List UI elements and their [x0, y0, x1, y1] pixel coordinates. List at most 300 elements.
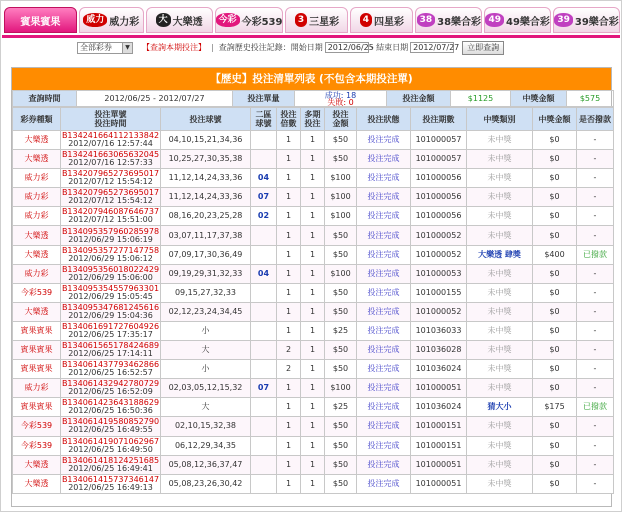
tab-9[interactable] — [553, 7, 620, 33]
payout-status: - — [577, 302, 614, 321]
win-amount: $0 — [533, 341, 577, 360]
order-cell — [61, 398, 161, 417]
bet-multiplier: 1 — [277, 436, 301, 455]
column-header: 投注 倍數 — [277, 108, 301, 131]
tab-2[interactable] — [79, 7, 144, 33]
lottery-logo-icon: 3 — [295, 13, 307, 27]
bet-amount: $50 — [325, 455, 357, 474]
bet-time: 2012/06/25 16:49:41 — [68, 463, 153, 473]
payout-status: - — [577, 360, 614, 379]
bet-multiplier: 1 — [277, 379, 301, 398]
end-date-label: - 結束日期 — [370, 43, 409, 52]
multi-draw: 1 — [301, 169, 325, 188]
bet-multiplier: 1 — [277, 207, 301, 226]
table-row — [13, 398, 614, 417]
lottery-logo-icon: 大 — [156, 13, 171, 27]
draw-number: 101000057 — [411, 150, 467, 169]
bet-time: 2012/06/25 16:49:13 — [68, 482, 153, 492]
order-number[interactable]: B134241663065632045 — [61, 150, 160, 160]
prize-category: 未中獎 — [467, 264, 533, 283]
bet-time: 2012/06/25 16:52:57 — [68, 368, 153, 378]
bet-numbers: 小 — [161, 360, 251, 379]
column-header: 投注期數 — [411, 108, 467, 131]
bet-numbers: 09,19,29,31,32,33 — [161, 264, 251, 283]
bet-numbers: 06,12,29,34,35 — [161, 436, 251, 455]
bet-multiplier: 1 — [277, 283, 301, 302]
bet-status[interactable]: 投注完成 — [357, 283, 411, 302]
table-row — [13, 360, 614, 379]
table-header-row — [13, 108, 614, 131]
tab-label: 今彩539 — [241, 16, 283, 28]
payout-status: - — [577, 283, 614, 302]
bet-time: 2012/07/12 15:54:12 — [68, 177, 153, 187]
period-label: 查詢時間 — [13, 91, 77, 107]
bet-amount: $50 — [325, 245, 357, 264]
win-amount: $0 — [533, 283, 577, 302]
bet-status[interactable]: 投注完成 — [357, 264, 411, 283]
draw-number: 101000052 — [411, 302, 467, 321]
bet-numbers: 02,10,15,32,38 — [161, 417, 251, 436]
tab-label: 賓果賓果 — [20, 16, 61, 28]
bet-multiplier: 2 — [277, 341, 301, 360]
win-amount: $0 — [533, 321, 577, 340]
bet-amount: $100 — [325, 379, 357, 398]
bet-time: 2012/06/25 16:49:55 — [68, 425, 153, 435]
order-cell — [61, 360, 161, 379]
payout-status: - — [577, 150, 614, 169]
bet-time: 2012/07/16 12:57:44 — [68, 139, 153, 149]
tab-4[interactable] — [215, 7, 284, 33]
order-cell — [61, 379, 161, 398]
table-row — [13, 188, 614, 207]
bet-status[interactable]: 投注完成 — [357, 302, 411, 321]
lottery-logo-icon: 威力 — [83, 13, 107, 27]
zone2-number: 02 — [251, 207, 277, 226]
prize-category: 大樂透 肆獎 — [467, 245, 533, 264]
column-header: 二區 球號 — [251, 108, 277, 131]
start-date-field[interactable]: 2012/06/25 — [325, 42, 369, 53]
order-cell — [61, 455, 161, 474]
order-cell — [61, 169, 161, 188]
bet-amount: $50 — [325, 150, 357, 169]
tab-label: 39樂合彩 — [574, 16, 619, 28]
lottery-tab-bar — [2, 7, 620, 35]
prize-category: 未中獎 — [467, 283, 533, 302]
fail-count: 失敗: 0 — [327, 97, 354, 107]
bet-numbers: 03,07,11,17,37,38 — [161, 226, 251, 245]
order-cell — [61, 150, 161, 169]
prize-category: 未中獎 — [467, 302, 533, 321]
order-number[interactable]: B134061432942780729 — [61, 379, 160, 389]
order-number[interactable]: B134095347681245616 — [61, 302, 160, 312]
draw-number: 101000052 — [411, 226, 467, 245]
zone2-number — [251, 398, 277, 417]
table-row — [13, 302, 614, 321]
lottery-logo-icon: 39 — [554, 13, 573, 27]
bet-numbers: 07,09,17,30,36,49 — [161, 245, 251, 264]
lottery-type: 威力彩 — [13, 169, 61, 188]
column-header: 多期 投注 — [301, 108, 325, 131]
payout-status: - — [577, 226, 614, 245]
bet-amount: $100 — [325, 264, 357, 283]
win-amount: $0 — [533, 207, 577, 226]
bet-time: 2012/06/29 15:05:45 — [68, 291, 153, 301]
order-number[interactable]: B134207965273695017 — [61, 169, 160, 179]
win-amount: $0 — [533, 169, 577, 188]
bet-status[interactable]: 投注完成 — [357, 379, 411, 398]
bet-status[interactable]: 投注完成 — [357, 417, 411, 436]
tab-label: 大樂透 — [172, 16, 203, 28]
order-number[interactable]: B134095354557963301 — [61, 283, 160, 293]
history-label: 查詢歷史投注記錄：開始日期 — [218, 43, 323, 52]
bet-numbers: 11,12,14,24,33,36 — [161, 169, 251, 188]
bet-status[interactable]: 投注完成 — [357, 207, 411, 226]
bet-numbers: 02,03,05,12,15,32 — [161, 379, 251, 398]
order-cell — [61, 245, 161, 264]
lottery-logo-icon: 今彩 — [216, 13, 240, 27]
prize-category: 未中獎 — [467, 207, 533, 226]
prize-category: 未中獎 — [467, 321, 533, 340]
table-row — [13, 474, 614, 493]
multi-draw: 1 — [301, 436, 325, 455]
zone2-number — [251, 131, 277, 150]
lottery-type: 大樂透 — [13, 226, 61, 245]
prize-category: 未中獎 — [467, 379, 533, 398]
draw-number: 101000053 — [411, 264, 467, 283]
multi-draw: 1 — [301, 264, 325, 283]
payout-status: 已撥款 — [577, 245, 614, 264]
draw-number: 101000051 — [411, 474, 467, 493]
bet-time: 2012/07/12 15:54:12 — [68, 196, 153, 206]
divider: | — [211, 43, 214, 52]
table-row — [13, 169, 614, 188]
zone2-number — [251, 283, 277, 302]
bet-status[interactable]: 投注完成 — [357, 360, 411, 379]
column-header: 中獎金額 — [533, 108, 577, 131]
bet-time: 2012/06/25 17:14:11 — [68, 349, 153, 359]
order-number[interactable]: B134241664112133842 — [61, 131, 160, 141]
payout-status: - — [577, 341, 614, 360]
zone2-number: 04 — [251, 264, 277, 283]
tab-5[interactable] — [285, 7, 348, 33]
table-row — [13, 264, 614, 283]
table-row — [13, 436, 614, 455]
lottery-type: 威力彩 — [13, 207, 61, 226]
bet-numbers: 大 — [161, 398, 251, 417]
bet-status[interactable]: 投注完成 — [357, 436, 411, 455]
table-row — [13, 150, 614, 169]
tab-1[interactable] — [4, 7, 77, 33]
tab-label: 38樂合彩 — [437, 16, 482, 28]
bet-status[interactable]: 投注完成 — [357, 131, 411, 150]
win-amount: $0 — [533, 474, 577, 493]
multi-draw: 1 — [301, 150, 325, 169]
order-number[interactable]: B134061419580852790 — [61, 417, 160, 427]
multi-draw: 1 — [301, 455, 325, 474]
bet-numbers: 02,12,23,24,34,45 — [161, 302, 251, 321]
lottery-type: 賓果賓果 — [13, 341, 61, 360]
bet-status[interactable]: 投注完成 — [357, 455, 411, 474]
bet-time: 2012/07/12 15:51:00 — [68, 215, 153, 225]
order-number[interactable]: B134061691727604926 — [61, 321, 160, 331]
prize-category: 未中獎 — [467, 436, 533, 455]
bet-time: 2012/06/25 16:49:50 — [68, 444, 153, 454]
order-number[interactable]: B134207946087646737 — [61, 207, 160, 217]
search-button[interactable]: 立即查詢 — [462, 41, 504, 55]
draw-number: 101000151 — [411, 417, 467, 436]
lottery-type: 大樂透 — [13, 455, 61, 474]
table-row — [13, 455, 614, 474]
bet-time: 2012/06/29 15:06:19 — [68, 234, 153, 244]
tab-label: 威力彩 — [109, 16, 140, 28]
lottery-logo-icon: 49 — [485, 13, 504, 27]
bet-time: 2012/06/25 17:35:17 — [68, 329, 153, 339]
bet-status[interactable]: 投注完成 — [357, 341, 411, 360]
payout-status: - — [577, 436, 614, 455]
lottery-type-select[interactable] — [77, 42, 133, 54]
bet-amount: $50 — [325, 131, 357, 150]
bet-amount: $50 — [325, 360, 357, 379]
bet-multiplier: 1 — [277, 169, 301, 188]
zone2-number — [251, 417, 277, 436]
table-row — [13, 341, 614, 360]
win-amount: $0 — [533, 302, 577, 321]
lottery-type: 大樂透 — [13, 150, 61, 169]
win-amount: $0 — [533, 226, 577, 245]
multi-draw: 1 — [301, 131, 325, 150]
bet-amount: $50 — [325, 417, 357, 436]
lottery-type: 賓果賓果 — [13, 360, 61, 379]
payout-status: - — [577, 474, 614, 493]
prize-category: 未中獎 — [467, 417, 533, 436]
payout-status: - — [577, 321, 614, 340]
zone2-number — [251, 436, 277, 455]
lottery-type: 今彩539 — [13, 417, 61, 436]
win-amount: $0 — [533, 188, 577, 207]
payout-status: - — [577, 264, 614, 283]
bet-multiplier: 1 — [277, 321, 301, 340]
column-header: 彩券種類 — [13, 108, 61, 131]
draw-number: 101000056 — [411, 169, 467, 188]
tab-7[interactable] — [415, 7, 482, 33]
count-value — [295, 91, 387, 107]
payout-status: - — [577, 169, 614, 188]
current-bets-link[interactable]: 【查詢本期投注】 — [142, 43, 206, 52]
bet-multiplier: 1 — [277, 150, 301, 169]
draw-number: 101036024 — [411, 360, 467, 379]
win-amount: $0 — [533, 264, 577, 283]
table-row — [13, 283, 614, 302]
order-number[interactable]: B134061565178424689 — [61, 341, 160, 351]
order-number[interactable]: B134207965273695017 — [61, 188, 160, 198]
zone2-number — [251, 341, 277, 360]
bet-amount: $25 — [325, 321, 357, 340]
bet-amount: $100 — [325, 207, 357, 226]
end-date-field[interactable]: 2012/07/27 — [410, 42, 454, 53]
lottery-type: 今彩539 — [13, 436, 61, 455]
win-amount: $0 — [533, 150, 577, 169]
bet-time: 2012/06/29 15:06:12 — [68, 253, 153, 263]
order-number[interactable]: B134095357960285978 — [61, 226, 160, 236]
order-number[interactable]: B134095357277147758 — [61, 245, 160, 255]
column-header: 投注球號 — [161, 108, 251, 131]
bet-multiplier: 2 — [277, 360, 301, 379]
bet-amount: $50 — [325, 283, 357, 302]
bet-multiplier: 1 — [277, 188, 301, 207]
order-cell — [61, 341, 161, 360]
tab-underline — [2, 35, 620, 38]
lottery-type: 大樂透 — [13, 302, 61, 321]
order-number[interactable]: B134095356018022429 — [61, 264, 160, 274]
multi-draw: 1 — [301, 417, 325, 436]
order-cell — [61, 207, 161, 226]
bet-table — [12, 107, 614, 494]
tab-6[interactable] — [350, 7, 413, 33]
bet-numbers: 大 — [161, 341, 251, 360]
zone2-number — [251, 302, 277, 321]
bet-numbers: 04,10,15,21,34,36 — [161, 131, 251, 150]
amount-value: $1125 — [451, 91, 511, 107]
payout-status: 已撥款 — [577, 398, 614, 417]
prize-category: 未中獎 — [467, 131, 533, 150]
bet-numbers: 05,08,23,26,30,42 — [161, 474, 251, 493]
win-label: 中獎金額 — [511, 91, 567, 107]
multi-draw: 1 — [301, 379, 325, 398]
bet-status[interactable]: 投注完成 — [357, 398, 411, 417]
table-row — [13, 379, 614, 398]
multi-draw: 1 — [301, 321, 325, 340]
prize-category: 未中獎 — [467, 169, 533, 188]
order-number[interactable]: B134061437793462866 — [61, 360, 160, 370]
lottery-type: 威力彩 — [13, 188, 61, 207]
lottery-type: 賓果賓果 — [13, 398, 61, 417]
amount-label: 投注金額 — [387, 91, 451, 107]
bet-multiplier: 1 — [277, 455, 301, 474]
lottery-logo-icon: 4 — [360, 13, 372, 27]
bet-status[interactable]: 投注完成 — [357, 245, 411, 264]
order-cell — [61, 321, 161, 340]
win-amount: $0 — [533, 379, 577, 398]
bet-status[interactable]: 投注完成 — [357, 169, 411, 188]
table-row — [13, 245, 614, 264]
order-cell — [61, 436, 161, 455]
order-number[interactable]: B134061418124251685 — [61, 455, 160, 465]
table-row — [13, 131, 614, 150]
bet-numbers: 05,08,12,36,37,47 — [161, 455, 251, 474]
table-row — [13, 226, 614, 245]
draw-number: 101036033 — [411, 321, 467, 340]
bet-status[interactable]: 投注完成 — [357, 226, 411, 245]
bet-multiplier: 1 — [277, 264, 301, 283]
payout-status: - — [577, 417, 614, 436]
multi-draw: 1 — [301, 207, 325, 226]
zone2-number — [251, 360, 277, 379]
bet-multiplier: 1 — [277, 398, 301, 417]
column-header: 是否撥款 — [577, 108, 614, 131]
tab-label: 四星彩 — [374, 16, 405, 28]
success-count: 成功: 18 — [324, 90, 357, 100]
payout-status: - — [577, 131, 614, 150]
prize-category: 未中獎 — [467, 150, 533, 169]
draw-number: 101036024 — [411, 398, 467, 417]
prize-category: 未中獎 — [467, 341, 533, 360]
order-number[interactable]: B134061423643188629 — [61, 398, 160, 408]
bet-time: 2012/06/25 16:50:36 — [68, 406, 153, 416]
multi-draw: 1 — [301, 226, 325, 245]
tab-3[interactable] — [146, 7, 213, 33]
bet-amount: $100 — [325, 188, 357, 207]
zone2-number — [251, 455, 277, 474]
bet-amount: $50 — [325, 341, 357, 360]
lottery-type: 大樂透 — [13, 474, 61, 493]
prize-category: 未中獎 — [467, 188, 533, 207]
bet-status[interactable]: 投注完成 — [357, 188, 411, 207]
bet-numbers: 10,25,27,30,35,38 — [161, 150, 251, 169]
bet-status[interactable]: 投注完成 — [357, 150, 411, 169]
bet-multiplier: 1 — [277, 131, 301, 150]
prize-category: 未中獎 — [467, 360, 533, 379]
payout-status: - — [577, 455, 614, 474]
lottery-type-value: 全部彩券 — [80, 43, 112, 52]
order-cell — [61, 417, 161, 436]
multi-draw: 1 — [301, 302, 325, 321]
multi-draw: 1 — [301, 341, 325, 360]
order-cell — [61, 283, 161, 302]
bet-status[interactable]: 投注完成 — [357, 474, 411, 493]
bet-amount: $25 — [325, 398, 357, 417]
multi-draw: 1 — [301, 474, 325, 493]
multi-draw: 1 — [301, 245, 325, 264]
bet-amount: $50 — [325, 302, 357, 321]
bet-amount: $50 — [325, 474, 357, 493]
order-number[interactable]: B134061415737346147 — [61, 474, 160, 484]
column-header: 投注 金額 — [325, 108, 357, 131]
win-amount: $0 — [533, 417, 577, 436]
prize-category: 猜大小 — [467, 398, 533, 417]
order-number[interactable]: B134061419071062967 — [61, 436, 160, 446]
draw-number: 101000052 — [411, 245, 467, 264]
lottery-type: 威力彩 — [13, 264, 61, 283]
draw-number: 101000151 — [411, 436, 467, 455]
panel-title: 【歷史】投注清單列表 (不包含本期投注單) — [12, 68, 611, 90]
bet-numbers: 08,16,20,23,25,28 — [161, 207, 251, 226]
bet-numbers: 09,15,27,32,33 — [161, 283, 251, 302]
order-cell — [61, 264, 161, 283]
win-amount: $0 — [533, 455, 577, 474]
order-cell — [61, 188, 161, 207]
zone2-number — [251, 226, 277, 245]
column-header: 投注狀態 — [357, 108, 411, 131]
bet-amount: $50 — [325, 436, 357, 455]
order-cell — [61, 474, 161, 493]
query-bar — [2, 39, 620, 56]
win-amount: $175 — [533, 398, 577, 417]
bet-multiplier: 1 — [277, 245, 301, 264]
win-value: $575 — [567, 91, 614, 107]
lottery-type: 賓果賓果 — [13, 321, 61, 340]
order-cell — [61, 302, 161, 321]
zone2-number — [251, 474, 277, 493]
bet-time: 2012/06/25 16:52:09 — [68, 387, 153, 397]
bet-status[interactable]: 投注完成 — [357, 321, 411, 340]
lottery-type: 大樂透 — [13, 245, 61, 264]
bet-numbers: 11,12,14,24,33,36 — [161, 188, 251, 207]
bet-multiplier: 1 — [277, 417, 301, 436]
tab-label: 49樂合彩 — [505, 16, 550, 28]
draw-number: 101000155 — [411, 283, 467, 302]
tab-8[interactable] — [484, 7, 551, 33]
win-amount: $0 — [533, 436, 577, 455]
